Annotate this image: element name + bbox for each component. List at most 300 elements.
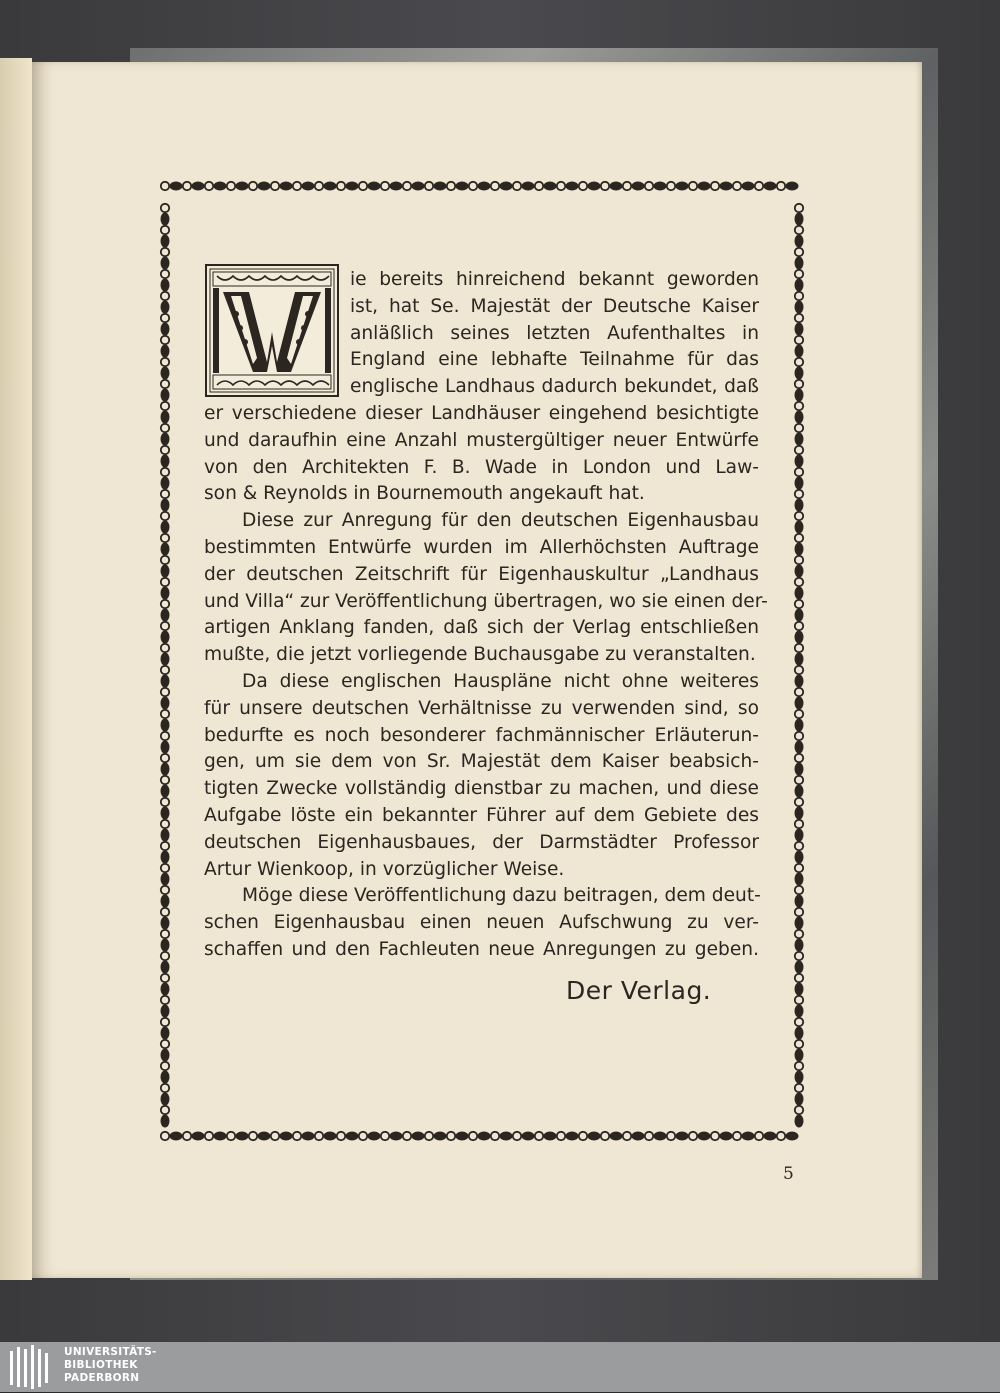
- border-bead: [161, 1115, 170, 1128]
- library-logo-icon: [10, 1345, 52, 1389]
- border-bead: [478, 1132, 491, 1141]
- intro-line: ie bereits hinreichend bekannt geworden: [350, 269, 759, 290]
- border-bead: [742, 1132, 755, 1141]
- library-name-line: PADERBORN: [64, 1372, 140, 1384]
- border-bead: [161, 345, 170, 358]
- border-ring: [271, 182, 279, 190]
- border-ring: [755, 1132, 763, 1140]
- border-ring: [513, 1132, 521, 1140]
- border-ring: [161, 314, 169, 322]
- border-bead: [795, 1115, 804, 1128]
- border-bead: [795, 213, 804, 226]
- border-bead: [795, 345, 804, 358]
- border-bead: [795, 1093, 804, 1106]
- border-ring: [161, 732, 169, 740]
- border-bead: [368, 182, 381, 191]
- intro-line: ist, hat Se. Majestät der Deutsche Kaiser: [350, 295, 759, 317]
- border-bead: [161, 807, 170, 820]
- border-bead: [324, 1132, 337, 1141]
- publisher-signature: Der Verlag.: [566, 976, 712, 1005]
- border-ring: [795, 490, 803, 498]
- border-ring: [359, 182, 367, 190]
- border-bead: [795, 763, 804, 776]
- border-ring: [161, 886, 169, 894]
- border-ring: [795, 248, 803, 256]
- border-ring: [535, 1132, 543, 1140]
- border-ring: [403, 1132, 411, 1140]
- border-ring: [795, 1084, 803, 1092]
- border-bead: [698, 1132, 711, 1141]
- border-ring: [161, 512, 169, 520]
- border-ring: [469, 1132, 477, 1140]
- border-ring: [183, 1132, 191, 1140]
- border-ring: [795, 424, 803, 432]
- border-ring: [161, 226, 169, 234]
- border-bead: [795, 543, 804, 556]
- border-bead: [588, 182, 601, 191]
- border-ring: [183, 182, 191, 190]
- border-bead: [632, 182, 645, 191]
- border-ring: [161, 402, 169, 410]
- border-bead: [161, 213, 170, 226]
- border-ring: [161, 578, 169, 586]
- border-bead: [161, 455, 170, 468]
- border-bead: [795, 653, 804, 666]
- border-ring: [795, 688, 803, 696]
- border-ring: [161, 1106, 169, 1114]
- border-bead: [258, 1132, 271, 1141]
- border-ring: [161, 204, 169, 212]
- border-bead: [786, 1132, 799, 1141]
- border-bead: [566, 1132, 579, 1141]
- border-ring: [795, 358, 803, 366]
- border-ring: [795, 380, 803, 388]
- border-bead: [161, 235, 170, 248]
- border-ring: [795, 292, 803, 300]
- border-ring: [161, 754, 169, 762]
- border-ring: [161, 688, 169, 696]
- paragraph-line: gen, um sie dem von Sr. Majestät dem Kaiser beabsich-: [204, 751, 759, 773]
- border-bead: [676, 1132, 689, 1141]
- border-ring: [689, 1132, 697, 1140]
- border-bead: [795, 807, 804, 820]
- paragraph-line: Artur Wienkoop, in vorzüglicher Weise.: [204, 858, 565, 880]
- border-ring: [601, 182, 609, 190]
- border-bead: [161, 983, 170, 996]
- border-ring: [161, 490, 169, 498]
- border-bead: [161, 1027, 170, 1040]
- border-bead: [610, 182, 623, 191]
- border-ring: [161, 710, 169, 718]
- border-ring: [795, 930, 803, 938]
- border-ring: [795, 468, 803, 476]
- border-ring: [161, 556, 169, 564]
- paragraph-line: Möge diese Veröffentlichung dazu beitragen, dem deut-: [242, 885, 761, 907]
- border-bead: [795, 785, 804, 798]
- border-bead: [280, 1132, 293, 1141]
- border-bead: [795, 455, 804, 468]
- border-ring: [623, 1132, 631, 1140]
- border-ring: [161, 424, 169, 432]
- intro-line: England eine lebhafte Teilnahme für das: [350, 349, 759, 371]
- border-bead: [161, 411, 170, 424]
- border-bead: [795, 521, 804, 534]
- border-bead: [786, 182, 799, 191]
- border-ring: [795, 578, 803, 586]
- border-bead: [161, 1005, 170, 1018]
- border-bead: [720, 182, 733, 191]
- border-ring: [795, 666, 803, 674]
- border-bead: [161, 565, 170, 578]
- border-bead: [632, 1132, 645, 1141]
- border-bead: [795, 675, 804, 688]
- border-bead: [795, 697, 804, 710]
- border-ring: [557, 1132, 565, 1140]
- border-bead: [161, 939, 170, 952]
- paragraph-line: deutschen Eigenhausbaues, der Darmstädter Professor: [204, 831, 759, 853]
- border-bead: [161, 1093, 170, 1106]
- border-bead: [456, 1132, 469, 1141]
- border-bead: [795, 587, 804, 600]
- border-ring: [795, 556, 803, 564]
- border-bead: [170, 1132, 183, 1141]
- border-bead: [346, 182, 359, 191]
- border-ring: [227, 182, 235, 190]
- border-ring: [161, 776, 169, 784]
- border-ring: [795, 226, 803, 234]
- border-bead: [192, 1132, 205, 1141]
- border-bead: [795, 741, 804, 754]
- border-ring: [161, 1084, 169, 1092]
- paragraph-line: bedurfte es noch besonderer fachmännischer Erläuterun-: [204, 724, 759, 746]
- border-bead: [795, 961, 804, 974]
- intro-line: englische Landhaus dadurch bekundet, daß: [350, 376, 759, 398]
- border-bead: [412, 182, 425, 191]
- border-ring: [777, 182, 785, 190]
- border-ring: [161, 336, 169, 344]
- border-bead: [236, 182, 249, 191]
- border-bead: [522, 182, 535, 191]
- border-ring: [469, 182, 477, 190]
- border-bead: [161, 741, 170, 754]
- border-ring: [711, 1132, 719, 1140]
- border-bead: [161, 719, 170, 732]
- border-ring: [447, 182, 455, 190]
- border-bead: [161, 785, 170, 798]
- border-bead: [764, 1132, 777, 1141]
- border-bead: [161, 499, 170, 512]
- border-bead: [214, 1132, 227, 1141]
- library-name: [64, 1346, 157, 1385]
- border-bead: [676, 182, 689, 191]
- border-ring: [161, 996, 169, 1004]
- border-bead: [161, 477, 170, 490]
- border-ring: [227, 1132, 235, 1140]
- library-footer-bar: [0, 1342, 1000, 1392]
- paragraph-line: mußte, die jetzt vorliegende Buchausgabe zu veranstalten.: [204, 644, 756, 666]
- border-ring: [795, 622, 803, 630]
- border-ring: [733, 1132, 741, 1140]
- border-bead: [698, 182, 711, 191]
- border-bead: [161, 609, 170, 622]
- border-bead: [161, 1049, 170, 1062]
- border-bead: [161, 829, 170, 842]
- border-ring: [795, 512, 803, 520]
- paragraph-line: son & Reynolds in Bournemouth angekauft hat.: [204, 483, 645, 505]
- border-bead: [161, 851, 170, 864]
- paragraph-line: für unsere deutschen Verhältnisse zu verwenden sind, so: [204, 697, 759, 719]
- border-ring: [161, 1040, 169, 1048]
- paragraph-line: tigten Zwecke vollständig dienstbar zu machen, und diese: [204, 778, 759, 800]
- border-bead: [412, 1132, 425, 1141]
- border-bead: [346, 1132, 359, 1141]
- border-bead: [302, 1132, 315, 1141]
- border-ring: [161, 1062, 169, 1070]
- border-bead: [161, 961, 170, 974]
- border-ring: [205, 1132, 213, 1140]
- border-ring: [403, 182, 411, 190]
- border-ring: [161, 292, 169, 300]
- border-ring: [795, 1040, 803, 1048]
- border-ring: [579, 1132, 587, 1140]
- border-ring: [733, 182, 741, 190]
- border-bead: [324, 182, 337, 191]
- border-ring: [795, 820, 803, 828]
- page-number: 5: [783, 1164, 794, 1184]
- border-ring: [645, 182, 653, 190]
- border-bead: [161, 389, 170, 402]
- border-ring: [381, 182, 389, 190]
- border-ring: [337, 182, 345, 190]
- border-bead: [161, 917, 170, 930]
- border-bead: [764, 182, 777, 191]
- library-name-line: BIBLIOTHEK: [64, 1359, 138, 1371]
- border-ring: [161, 248, 169, 256]
- border-bead: [795, 323, 804, 336]
- border-bead: [795, 873, 804, 886]
- paragraph-line: er verschiedene dieser Landhäuser eingehend besichtigte: [204, 402, 759, 424]
- border-bead: [161, 631, 170, 644]
- border-bead: [588, 1132, 601, 1141]
- border-ring: [795, 710, 803, 718]
- border-ring: [795, 402, 803, 410]
- border-ring: [381, 1132, 389, 1140]
- border-bead: [795, 1049, 804, 1062]
- border-bead: [795, 235, 804, 248]
- paragraph-line: Diese zur Anregung für den deutschen Eigenhausbau: [242, 510, 759, 532]
- border-bead: [795, 477, 804, 490]
- border-bead: [390, 1132, 403, 1141]
- border-bead: [161, 521, 170, 534]
- library-name-line: UNIVERSITÄTS-: [64, 1346, 157, 1358]
- paragraph-line: von den Architekten F. B. Wade in London und Law-: [204, 456, 759, 478]
- border-bead: [795, 939, 804, 952]
- border-ring: [795, 842, 803, 850]
- border-ring: [161, 952, 169, 960]
- border-bead: [795, 389, 804, 402]
- border-ring: [795, 1106, 803, 1114]
- border-bead: [161, 257, 170, 270]
- border-bead: [161, 697, 170, 710]
- border-ring: [601, 1132, 609, 1140]
- border-bead: [795, 565, 804, 578]
- border-bead: [795, 851, 804, 864]
- border-bead: [161, 653, 170, 666]
- border-ring: [161, 974, 169, 982]
- border-ring: [795, 864, 803, 872]
- border-ring: [795, 798, 803, 806]
- border-bead: [478, 182, 491, 191]
- border-bead: [610, 1132, 623, 1141]
- border-ring: [315, 1132, 323, 1140]
- border-ring: [755, 182, 763, 190]
- border-ring: [645, 1132, 653, 1140]
- border-ring: [795, 534, 803, 542]
- border-bead: [795, 917, 804, 930]
- border-ring: [161, 600, 169, 608]
- border-bead: [161, 279, 170, 292]
- border-ring: [795, 336, 803, 344]
- border-bead: [161, 323, 170, 336]
- border-ring: [795, 204, 803, 212]
- border-bead: [368, 1132, 381, 1141]
- border-ring: [161, 930, 169, 938]
- paragraph-line: schaffen und den Fachleuten neue Anregungen zu geben.: [204, 938, 759, 960]
- border-ring: [425, 182, 433, 190]
- border-bead: [161, 1071, 170, 1084]
- border-ring: [161, 270, 169, 278]
- border-bead: [566, 182, 579, 191]
- border-bead: [214, 182, 227, 191]
- border-bead: [192, 182, 205, 191]
- border-bead: [795, 367, 804, 380]
- border-ring: [795, 314, 803, 322]
- border-ring: [161, 820, 169, 828]
- border-ring: [795, 600, 803, 608]
- paragraph-line: und Villa“ zur Veröffentlichung übertragen, wo sie einen der-: [204, 590, 768, 612]
- border-ring: [795, 952, 803, 960]
- left-page-edge: [0, 58, 32, 1280]
- border-bead: [161, 433, 170, 446]
- border-ring: [293, 182, 301, 190]
- border-ring: [161, 908, 169, 916]
- paragraph-line: Aufgabe löste ein bekannter Führer auf dem Gebiete des: [204, 804, 759, 826]
- border-bead: [161, 367, 170, 380]
- border-ring: [161, 468, 169, 476]
- border-bead: [795, 301, 804, 314]
- border-ring: [491, 1132, 499, 1140]
- border-ring: [711, 182, 719, 190]
- border-bead: [795, 1027, 804, 1040]
- border-ring: [795, 996, 803, 1004]
- border-bead: [795, 609, 804, 622]
- border-ring: [359, 1132, 367, 1140]
- preface-text: [204, 267, 768, 964]
- border-bead: [161, 895, 170, 908]
- border-ring: [795, 446, 803, 454]
- border-bead: [500, 1132, 513, 1141]
- border-bead: [236, 1132, 249, 1141]
- border-ring: [425, 1132, 433, 1140]
- border-ring: [557, 182, 565, 190]
- border-ring: [161, 864, 169, 872]
- border-ring: [161, 842, 169, 850]
- border-bead: [161, 543, 170, 556]
- border-bead: [795, 257, 804, 270]
- border-ring: [535, 182, 543, 190]
- border-bead: [161, 873, 170, 886]
- border-bead: [544, 182, 557, 191]
- border-bead: [170, 182, 183, 191]
- paragraph-line: bestimmten Entwürfe wurden im Allerhöchsten Auftrage: [204, 536, 759, 558]
- border-ring: [161, 446, 169, 454]
- border-ring: [161, 380, 169, 388]
- border-ring: [795, 270, 803, 278]
- border-bead: [795, 499, 804, 512]
- border-bead: [280, 182, 293, 191]
- border-ring: [249, 182, 257, 190]
- border-bead: [720, 1132, 733, 1141]
- border-ring: [795, 886, 803, 894]
- paragraph-line: Da diese englischen Hauspläne nicht ohne weiteres: [242, 670, 759, 692]
- border-ring: [795, 754, 803, 762]
- border-ring: [161, 358, 169, 366]
- border-ring: [777, 1132, 785, 1140]
- border-bead: [161, 675, 170, 688]
- border-bead: [434, 182, 447, 191]
- border-ring: [447, 1132, 455, 1140]
- border-ring: [491, 182, 499, 190]
- border-ring: [795, 776, 803, 784]
- border-ring: [689, 182, 697, 190]
- border-bead: [795, 631, 804, 644]
- border-ring: [623, 182, 631, 190]
- border-bead: [795, 895, 804, 908]
- border-ring: [161, 1018, 169, 1026]
- border-ring: [315, 182, 323, 190]
- paragraph-line: schen Eigenhausbau einen neuen Aufschwung zu ver-: [204, 912, 759, 934]
- border-ring: [205, 182, 213, 190]
- border-bead: [795, 433, 804, 446]
- border-bead: [161, 763, 170, 776]
- border-bead: [522, 1132, 535, 1141]
- border-bead: [161, 587, 170, 600]
- border-bead: [795, 279, 804, 292]
- border-ring: [667, 182, 675, 190]
- border-ring: [795, 644, 803, 652]
- border-ring: [795, 908, 803, 916]
- paragraph-line: und daraufhin eine Anzahl mustergültiger neuer Entwürfe: [204, 429, 759, 451]
- border-bead: [795, 1071, 804, 1084]
- border-bead: [795, 983, 804, 996]
- border-ring: [795, 974, 803, 982]
- border-bead: [654, 182, 667, 191]
- border-ring: [161, 666, 169, 674]
- border-ring: [161, 798, 169, 806]
- border-bead: [654, 1132, 667, 1141]
- border-bead: [434, 1132, 447, 1141]
- paragraph-line: artigen Anklang fanden, daß sich der Verlag entschließen: [204, 617, 759, 639]
- border-ring: [161, 182, 169, 190]
- border-ring: [161, 644, 169, 652]
- border-bead: [500, 182, 513, 191]
- border-bead: [258, 182, 271, 191]
- border-ring: [161, 622, 169, 630]
- border-bead: [795, 1005, 804, 1018]
- border-ring: [579, 182, 587, 190]
- border-bead: [302, 182, 315, 191]
- border-ring: [337, 1132, 345, 1140]
